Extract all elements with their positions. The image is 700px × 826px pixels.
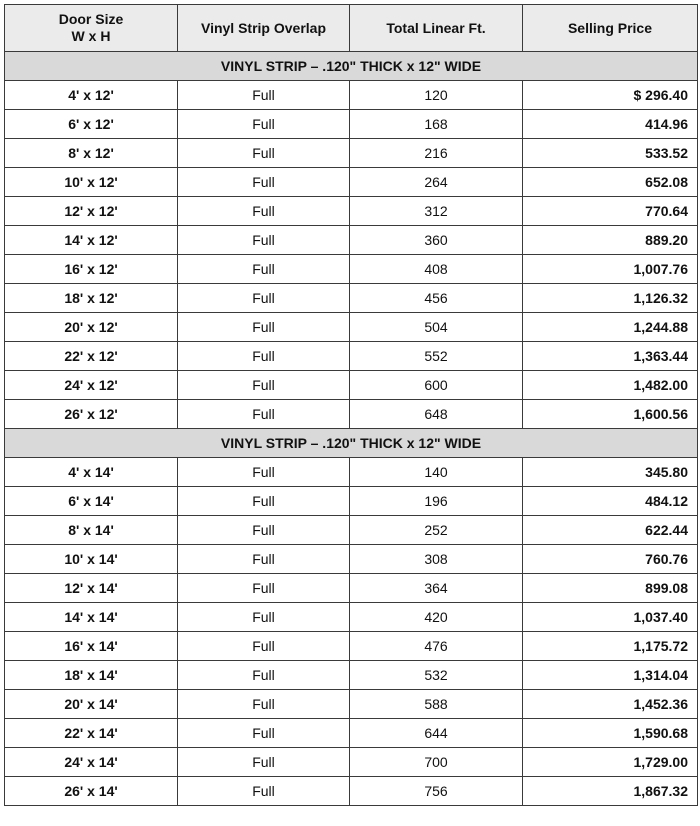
header-row [5, 5, 698, 52]
overlap-cell: Full [178, 110, 350, 139]
overlap-cell: Full [178, 197, 350, 226]
overlap-cell: Full [178, 487, 350, 516]
table-row [5, 284, 698, 313]
door-size-cell: 20' x 14' [5, 690, 178, 719]
header-overlap: Vinyl Strip Overlap [178, 5, 350, 52]
section-header-row [5, 52, 698, 81]
overlap-cell: Full [178, 777, 350, 806]
table-row [5, 371, 698, 400]
table-row [5, 255, 698, 284]
linear-ft-cell: 168 [350, 110, 523, 139]
linear-ft-cell: 252 [350, 516, 523, 545]
header-door-size-line2: W x H [71, 28, 111, 44]
table-row [5, 574, 698, 603]
table-row [5, 690, 698, 719]
selling-price-cell: 1,452.36 [523, 690, 698, 719]
overlap-cell: Full [178, 661, 350, 690]
table-row [5, 313, 698, 342]
overlap-cell: Full [178, 719, 350, 748]
door-size-cell: 18' x 12' [5, 284, 178, 313]
door-size-cell: 22' x 14' [5, 719, 178, 748]
price-table [4, 4, 698, 806]
overlap-cell: Full [178, 400, 350, 429]
table-row [5, 197, 698, 226]
door-size-cell: 14' x 14' [5, 603, 178, 632]
selling-price-cell: 760.76 [523, 545, 698, 574]
selling-price-cell: $ 296.40 [523, 81, 698, 110]
door-size-cell: 10' x 14' [5, 545, 178, 574]
table-row [5, 516, 698, 545]
linear-ft-cell: 648 [350, 400, 523, 429]
overlap-cell: Full [178, 284, 350, 313]
selling-price-cell: 345.80 [523, 458, 698, 487]
linear-ft-cell: 504 [350, 313, 523, 342]
overlap-cell: Full [178, 226, 350, 255]
linear-ft-cell: 264 [350, 168, 523, 197]
door-size-cell: 8' x 14' [5, 516, 178, 545]
selling-price-cell: 1,126.32 [523, 284, 698, 313]
selling-price-cell: 770.64 [523, 197, 698, 226]
linear-ft-cell: 756 [350, 777, 523, 806]
selling-price-cell: 1,867.32 [523, 777, 698, 806]
door-size-cell: 24' x 14' [5, 748, 178, 777]
door-size-cell: 4' x 12' [5, 81, 178, 110]
selling-price-cell: 899.08 [523, 574, 698, 603]
selling-price-cell: 1,175.72 [523, 632, 698, 661]
linear-ft-cell: 644 [350, 719, 523, 748]
linear-ft-cell: 532 [350, 661, 523, 690]
linear-ft-cell: 600 [350, 371, 523, 400]
selling-price-cell: 1,363.44 [523, 342, 698, 371]
overlap-cell: Full [178, 632, 350, 661]
overlap-cell: Full [178, 690, 350, 719]
door-size-cell: 4' x 14' [5, 458, 178, 487]
overlap-cell: Full [178, 371, 350, 400]
overlap-cell: Full [178, 168, 350, 197]
linear-ft-cell: 552 [350, 342, 523, 371]
selling-price-cell: 1,037.40 [523, 603, 698, 632]
table-row [5, 342, 698, 371]
door-size-cell: 8' x 12' [5, 139, 178, 168]
selling-price-cell: 1,482.00 [523, 371, 698, 400]
linear-ft-cell: 456 [350, 284, 523, 313]
section-title: VINYL STRIP – .120" THICK x 12" WIDE [5, 52, 698, 81]
linear-ft-cell: 216 [350, 139, 523, 168]
overlap-cell: Full [178, 139, 350, 168]
table-body [5, 52, 698, 806]
door-size-cell: 26' x 12' [5, 400, 178, 429]
overlap-cell: Full [178, 748, 350, 777]
table-row [5, 168, 698, 197]
section-title: VINYL STRIP – .120" THICK x 12" WIDE [5, 429, 698, 458]
door-size-cell: 12' x 14' [5, 574, 178, 603]
selling-price-cell: 484.12 [523, 487, 698, 516]
overlap-cell: Full [178, 603, 350, 632]
selling-price-cell: 622.44 [523, 516, 698, 545]
table-row [5, 719, 698, 748]
overlap-cell: Full [178, 574, 350, 603]
selling-price-cell: 533.52 [523, 139, 698, 168]
door-size-cell: 16' x 12' [5, 255, 178, 284]
door-size-cell: 24' x 12' [5, 371, 178, 400]
door-size-cell: 16' x 14' [5, 632, 178, 661]
door-size-cell: 26' x 14' [5, 777, 178, 806]
selling-price-cell: 414.96 [523, 110, 698, 139]
linear-ft-cell: 120 [350, 81, 523, 110]
linear-ft-cell: 312 [350, 197, 523, 226]
linear-ft-cell: 360 [350, 226, 523, 255]
overlap-cell: Full [178, 516, 350, 545]
table-row [5, 632, 698, 661]
selling-price-cell: 1,314.04 [523, 661, 698, 690]
door-size-cell: 20' x 12' [5, 313, 178, 342]
selling-price-cell: 652.08 [523, 168, 698, 197]
overlap-cell: Full [178, 255, 350, 284]
linear-ft-cell: 140 [350, 458, 523, 487]
linear-ft-cell: 364 [350, 574, 523, 603]
linear-ft-cell: 420 [350, 603, 523, 632]
header-linear-ft: Total Linear Ft. [350, 5, 523, 52]
door-size-cell: 14' x 12' [5, 226, 178, 255]
door-size-cell: 12' x 12' [5, 197, 178, 226]
section-header-row [5, 429, 698, 458]
door-size-cell: 22' x 12' [5, 342, 178, 371]
linear-ft-cell: 476 [350, 632, 523, 661]
overlap-cell: Full [178, 545, 350, 574]
selling-price-cell: 1,600.56 [523, 400, 698, 429]
table-row [5, 603, 698, 632]
door-size-cell: 10' x 12' [5, 168, 178, 197]
header-selling-price: Selling Price [523, 5, 698, 52]
table-row [5, 110, 698, 139]
overlap-cell: Full [178, 458, 350, 487]
linear-ft-cell: 196 [350, 487, 523, 516]
overlap-cell: Full [178, 81, 350, 110]
header-door-size [5, 5, 178, 52]
table-row [5, 777, 698, 806]
linear-ft-cell: 700 [350, 748, 523, 777]
overlap-cell: Full [178, 342, 350, 371]
selling-price-cell: 1,244.88 [523, 313, 698, 342]
table-row [5, 226, 698, 255]
overlap-cell: Full [178, 313, 350, 342]
table-row [5, 81, 698, 110]
selling-price-cell: 1,007.76 [523, 255, 698, 284]
table-row [5, 400, 698, 429]
linear-ft-cell: 408 [350, 255, 523, 284]
table-header [5, 5, 698, 52]
door-size-cell: 6' x 12' [5, 110, 178, 139]
selling-price-cell: 1,729.00 [523, 748, 698, 777]
table-row [5, 545, 698, 574]
table-row [5, 139, 698, 168]
table-row [5, 661, 698, 690]
linear-ft-cell: 308 [350, 545, 523, 574]
table-row [5, 487, 698, 516]
door-size-cell: 18' x 14' [5, 661, 178, 690]
door-size-cell: 6' x 14' [5, 487, 178, 516]
header-door-size-line1: Door Size [58, 11, 124, 27]
table-row [5, 458, 698, 487]
table-row [5, 748, 698, 777]
selling-price-cell: 1,590.68 [523, 719, 698, 748]
linear-ft-cell: 588 [350, 690, 523, 719]
selling-price-cell: 889.20 [523, 226, 698, 255]
